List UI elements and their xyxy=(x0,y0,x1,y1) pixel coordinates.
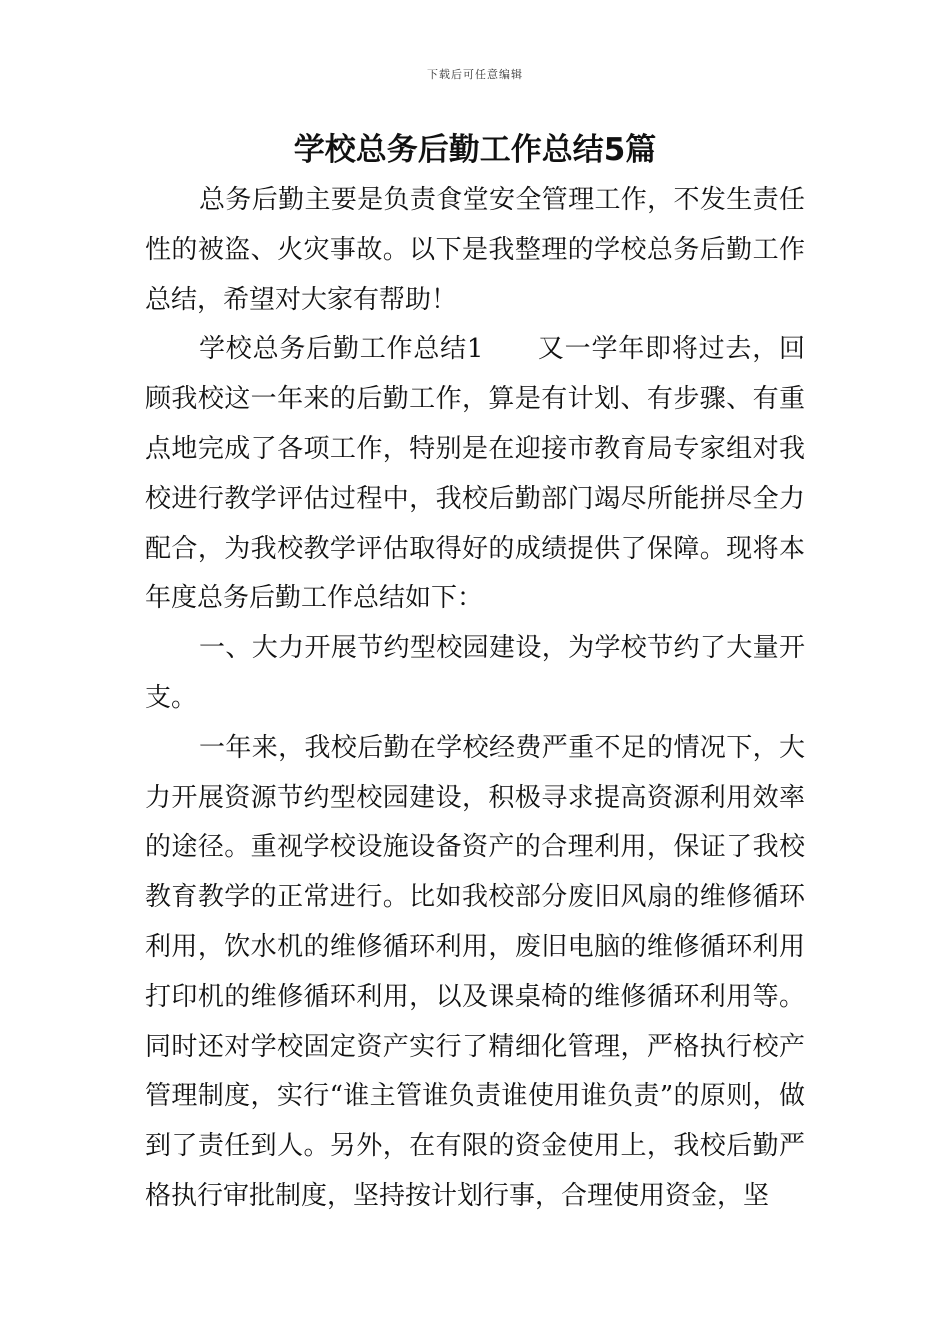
header-note: 下载后可任意编辑 xyxy=(427,68,523,81)
paragraph-summary-1: 学校总务后勤工作总结1 又一学年即将过去，回顾我校这一年来的后勤工作，算是有计划、有步骤、有重点地完成了各项工作，特别是在迎接市教育局专家组对我校进行教学评估过程中，我校后勤部门竭尽所能拼尽全力配合，为我校教学评估取得好的成绩提供了保障。现将本年度总务后勤工作总结如下： xyxy=(145,334,805,614)
paragraph-section-heading-1: 一、大力开展节约型校园建设，为学校节约了大量开支。 xyxy=(145,633,805,713)
paragraph-intro: 总务后勤主要是负责食堂安全管理工作，不发生责任性的被盗、火灾事故。以下是我整理的学校总务后勤工作总结，希望对大家有帮助！ xyxy=(145,185,805,315)
paragraph-section-body-1: 一年来，我校后勤在学校经费严重不足的情况下，大力开展资源节约型校园建设，积极寻求提高资源利用效率的途径。重视学校设施设备资产的合理利用，保证了我校教育教学的正常进行。比如我校部分废旧风扇的维修循环利用，饮水机的维修循环利用，废旧电脑的维修循环利用打印机的维修循环利用，以及课桌椅的维修循环利用等。同时还对学校固定资产实行了精细化管理，严格执行校产管理制度，实行“谁主管谁负责谁使用谁负责”的原则，做到了责任到人。另外，在有限的资金使用上，我校后勤严格执行审批制度，坚持按计划行事，合理使用资金，坚 xyxy=(145,732,805,1211)
document-title: 学校总务后勤工作总结5篇 xyxy=(293,132,657,168)
document-body xyxy=(145,176,805,1222)
